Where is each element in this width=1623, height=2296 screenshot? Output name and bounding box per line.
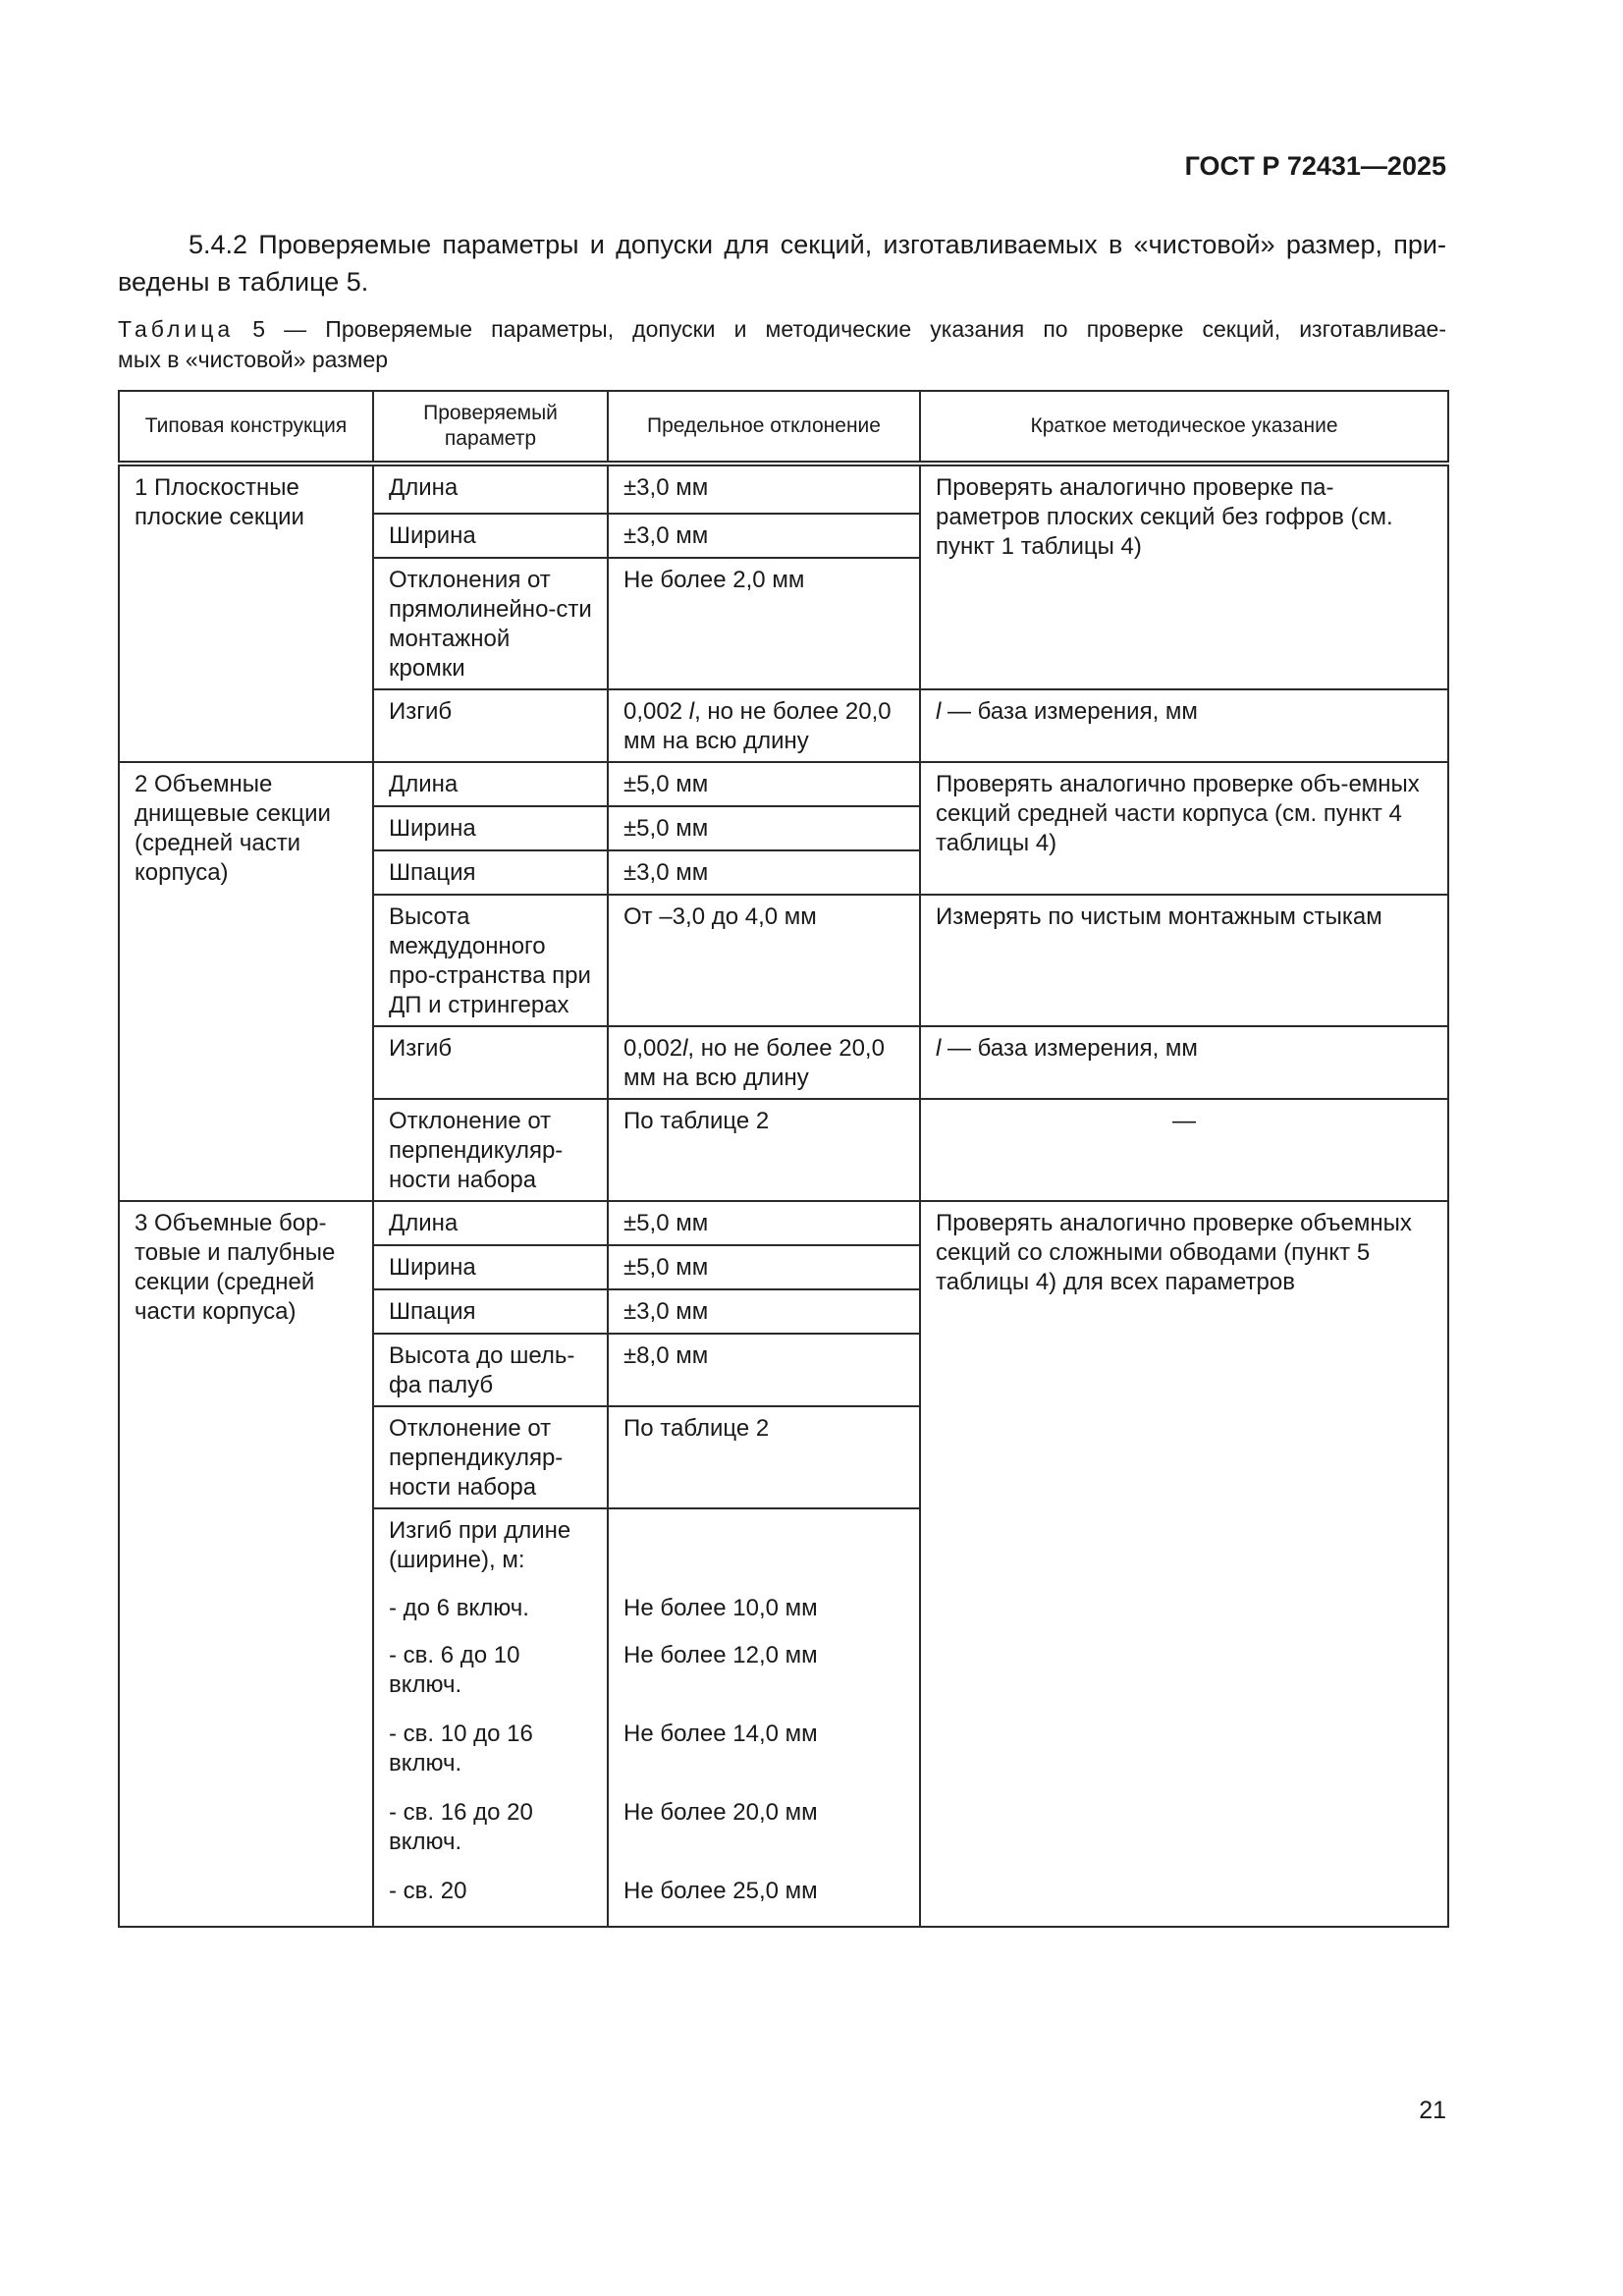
bend-range-cell: - св. 20 bbox=[373, 1870, 608, 1927]
bend-range-cell: - св. 10 до 16 включ. bbox=[373, 1713, 608, 1791]
header-tolerance: Предельное отклонение bbox=[608, 391, 920, 464]
method-note-cell bbox=[920, 689, 1448, 762]
tolerance-suffix: , но не более 20,0 мм на всю длину bbox=[623, 698, 892, 754]
caption-line-2: мых в «чистовой» размер bbox=[118, 347, 389, 372]
table-caption bbox=[118, 314, 1446, 375]
tolerance-cell: По таблице 2 bbox=[608, 1099, 920, 1201]
document-code: ГОСТ Р 72431—2025 bbox=[1184, 151, 1446, 181]
parameter-cell: Ширина bbox=[373, 806, 608, 850]
parameters-table bbox=[118, 390, 1449, 1928]
tolerance-cell: ±5,0 мм bbox=[608, 1245, 920, 1289]
intro-paragraph bbox=[118, 226, 1446, 301]
construction-type-cell: 2 Объемные днищевые секции (средней части корпуса) bbox=[119, 762, 373, 1201]
caption-table-word: Таблица bbox=[118, 316, 235, 342]
header-construction-type: Типовая конструкция bbox=[119, 391, 373, 464]
parameter-cell: Отклонение от перпендикуляр-ности набора bbox=[373, 1406, 608, 1508]
tolerance-cell bbox=[608, 1026, 920, 1099]
note-symbol-l: l bbox=[936, 1035, 942, 1062]
caption-line-1 bbox=[118, 314, 1446, 345]
parameter-cell: Отклонение от перпендикуляр-ности набора bbox=[373, 1099, 608, 1201]
tolerance-cell: По таблице 2 bbox=[608, 1406, 920, 1508]
method-note-cell: Проверять аналогично проверке объемных секций со сложными обводами (пункт 5 таблицы 4) для всех параметров bbox=[920, 1201, 1448, 1927]
tolerance-cell: ±3,0 мм bbox=[608, 514, 920, 558]
tolerance-cell: От –3,0 до 4,0 мм bbox=[608, 895, 920, 1026]
bend-title-cell: Изгиб при длине (ширине), м: bbox=[373, 1508, 608, 1587]
tolerance-cell: Не более 2,0 мм bbox=[608, 558, 920, 689]
parameter-cell: Ширина bbox=[373, 1245, 608, 1289]
method-note-cell: — bbox=[920, 1099, 1448, 1201]
tolerance-cell: Не более 25,0 мм bbox=[608, 1870, 920, 1927]
tolerance-symbol-l: l bbox=[682, 1035, 688, 1062]
tolerance-cell: ±5,0 мм bbox=[608, 762, 920, 806]
construction-type-cell: 1 Плоскостные плоские секции bbox=[119, 464, 373, 762]
tolerance-cell: ±8,0 мм bbox=[608, 1334, 920, 1406]
note-symbol-l: l bbox=[936, 698, 942, 725]
table-header-row bbox=[119, 391, 1448, 464]
tolerance-cell: ±3,0 мм bbox=[608, 850, 920, 895]
tolerance-cell: ±5,0 мм bbox=[608, 1201, 920, 1245]
table-row bbox=[119, 464, 1448, 514]
table-row bbox=[119, 762, 1448, 806]
parameter-cell: Отклонения от прямолинейно-сти монтажной кромки bbox=[373, 558, 608, 689]
tolerance-cell: Не более 20,0 мм bbox=[608, 1791, 920, 1870]
tolerance-cell bbox=[608, 1508, 920, 1587]
tolerance-cell: ±3,0 мм bbox=[608, 1289, 920, 1334]
parameter-cell: Длина bbox=[373, 1201, 608, 1245]
method-note-cell: Проверять аналогично проверке объ-емных секций средней части корпуса (см. пункт 4 таблицы 4) bbox=[920, 762, 1448, 895]
caption-title: 5 — Проверяемые параметры, допуски и методические указания по проверке секций, изготавливае- bbox=[234, 316, 1446, 342]
bend-range-cell: - св. 6 до 10 включ. bbox=[373, 1634, 608, 1713]
intro-line-1: 5.4.2 Проверяемые параметры и допуски для секций, изготавливаемых в «чистовой» размер, при- bbox=[189, 230, 1446, 259]
parameter-cell: Высота до шель-фа палуб bbox=[373, 1334, 608, 1406]
tolerance-cell: ±5,0 мм bbox=[608, 806, 920, 850]
tolerance-cell: Не более 12,0 мм bbox=[608, 1634, 920, 1713]
parameter-cell: Высота междудонного про-странства при ДП и стрингерах bbox=[373, 895, 608, 1026]
tolerance-cell: Не более 14,0 мм bbox=[608, 1713, 920, 1791]
parameter-cell: Длина bbox=[373, 762, 608, 806]
table-row bbox=[119, 1201, 1448, 1245]
tolerance-cell: ±3,0 мм bbox=[608, 464, 920, 514]
header-parameter: Проверяемый параметр bbox=[373, 391, 608, 464]
parameter-cell: Изгиб bbox=[373, 1026, 608, 1099]
tolerance-cell: Не более 10,0 мм bbox=[608, 1587, 920, 1634]
tolerance-prefix: 0,002 bbox=[623, 1035, 683, 1062]
tolerance-cell bbox=[608, 689, 920, 762]
note-text: — база измерения, мм bbox=[941, 698, 1198, 725]
parameter-cell: Шпация bbox=[373, 1289, 608, 1334]
construction-type-cell: 3 Объемные бор-товые и палубные секции (средней части корпуса) bbox=[119, 1201, 373, 1927]
tolerance-prefix: 0,002 bbox=[623, 698, 689, 725]
method-note-cell bbox=[920, 1026, 1448, 1099]
method-note-cell: Измерять по чистым монтажным стыкам bbox=[920, 895, 1448, 1026]
parameter-cell: Длина bbox=[373, 464, 608, 514]
note-text: — база измерения, мм bbox=[941, 1035, 1198, 1062]
method-note-cell: Проверять аналогично проверке па-раметров плоских секций без гофров (см. пункт 1 таблицы 4) bbox=[920, 464, 1448, 689]
tolerance-suffix: , но не более 20,0 мм на всю длину bbox=[623, 1035, 885, 1091]
bend-range-cell: - св. 16 до 20 включ. bbox=[373, 1791, 608, 1870]
intro-line-2: ведены в таблице 5. bbox=[118, 267, 369, 297]
tolerance-symbol-l: l bbox=[688, 698, 695, 725]
parameter-cell: Шпация bbox=[373, 850, 608, 895]
bend-range-cell: - до 6 включ. bbox=[373, 1587, 608, 1634]
parameter-cell: Ширина bbox=[373, 514, 608, 558]
page-number: 21 bbox=[1419, 2097, 1446, 2124]
header-method-note: Краткое методическое указание bbox=[920, 391, 1448, 464]
parameter-cell: Изгиб bbox=[373, 689, 608, 762]
